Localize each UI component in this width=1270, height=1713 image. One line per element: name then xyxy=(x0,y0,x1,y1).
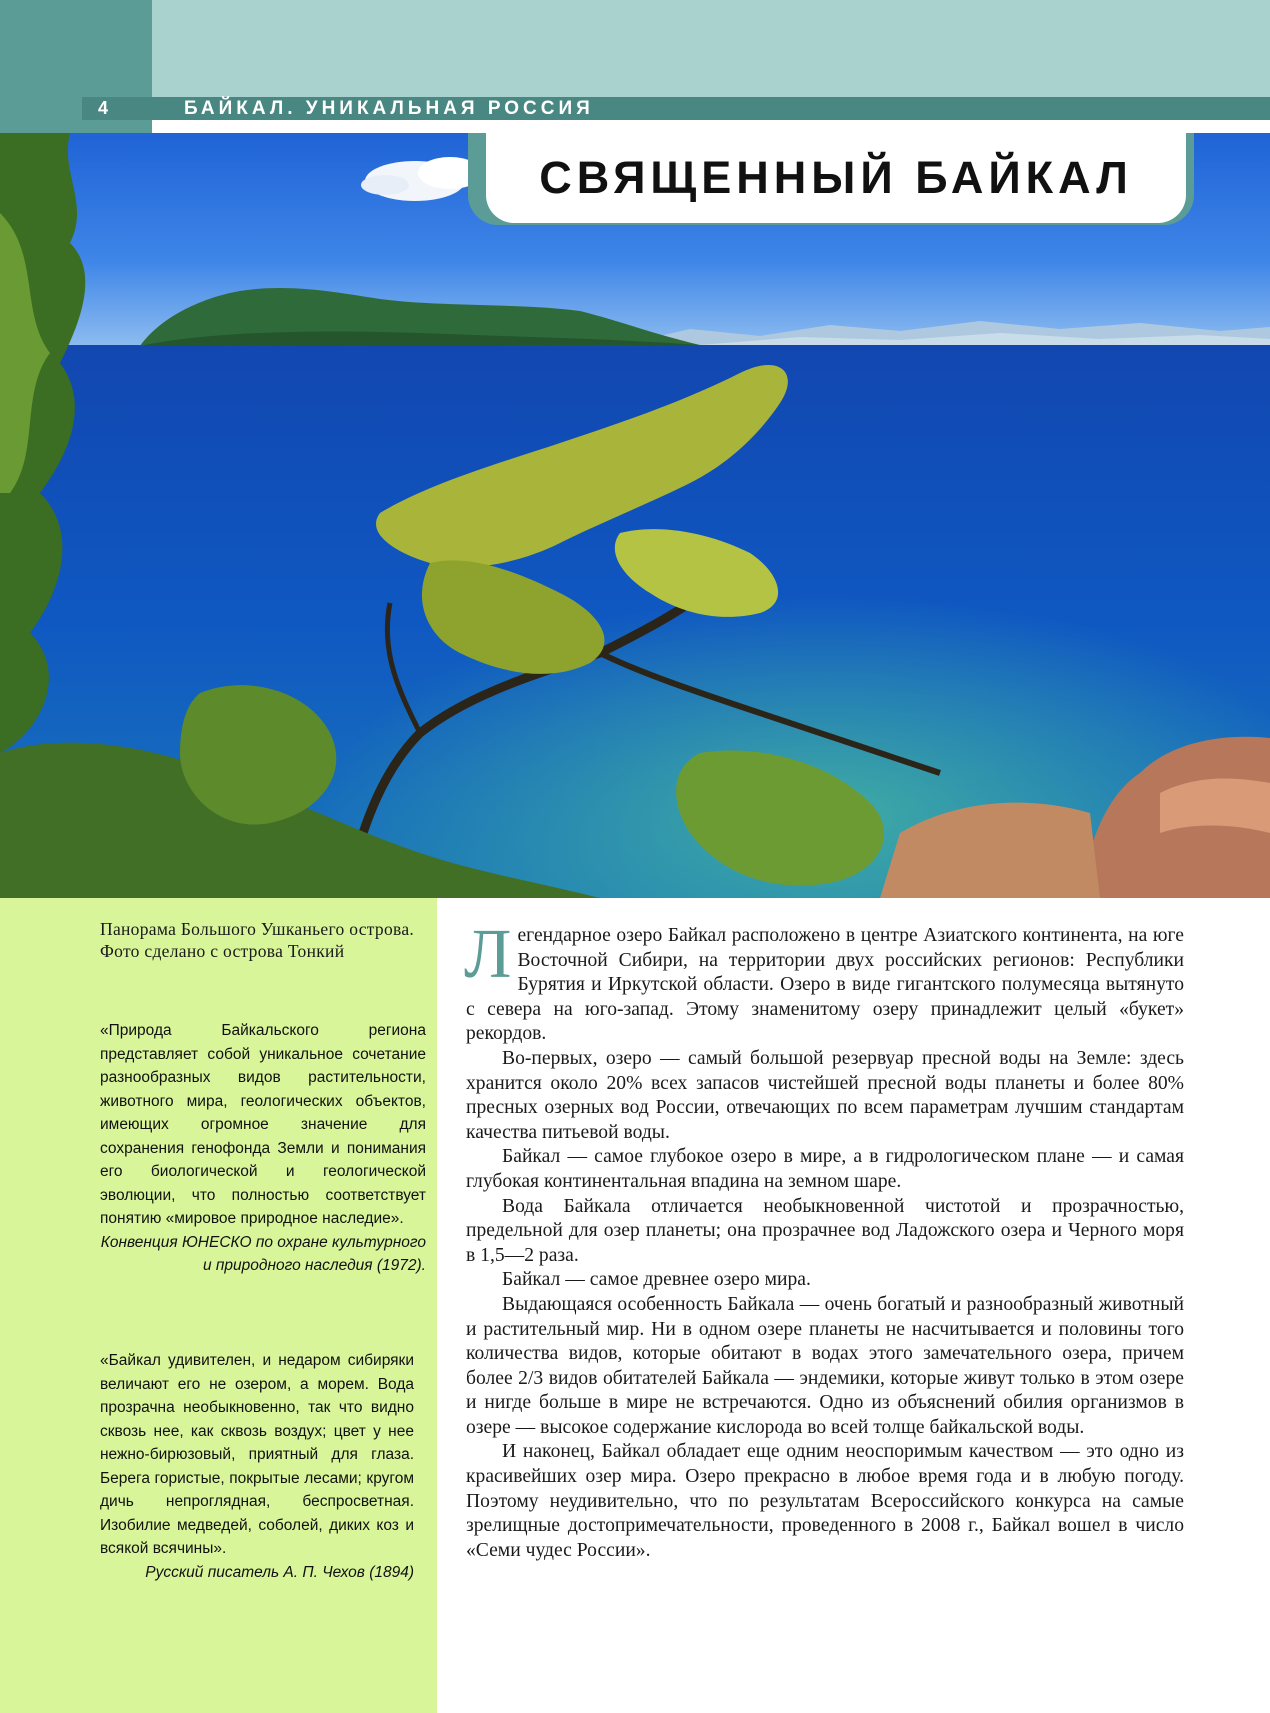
page-title: СВЯЩЕННЫЙ БАЙКАЛ xyxy=(539,152,1133,203)
paragraph-6: Выдающаяся особенность Байкала — очень богатый и разнообразный животный и растительный мир. Ни в одном озере планеты не насчитывается и половины того количества видов, которые обитают в водах этого замечательного озера, причем более 2/3 видов обитателей Байкала — эндемики, которые живут только в этом озере и нигде больше в мире не встречаются. Одно из объяснений обилия организмов в озере — высокое содержание кислорода во всей толще байкальской воды. xyxy=(466,1293,1184,1438)
chekhov-quote xyxy=(100,1349,414,1584)
paragraph-1-text: егендарное озеро Байкал расположено в центре Азиатского континента, на юге Восточной Сибири, на территории двух российских регионов: Республики Бурятия и Иркутской области. Озеро в виде гигантского полумесяца вытянуто с севера на юго-запад. Этому знаменитому озеру принадлежит целый «букет» рекордов. xyxy=(466,925,1184,1045)
unesco-quote xyxy=(100,1019,426,1278)
title-box xyxy=(486,133,1186,223)
paragraph-4: Вода Байкала отличается необыкновенной чистотой и прозрачностью, предельной для озер планеты; она прозрачнее вод Ладожского озера и Черного моря в 1,5—2 раза. xyxy=(466,1195,1184,1266)
main-article xyxy=(464,916,1184,1563)
paragraph-7: И наконец, Байкал обладает еще одним неоспоримым качеством — это одно из красивейших озер мира. Озеро прекрасно в любое время года и в любую погоду. Поэтому неудивительно, что по результатам Всероссийского конкурса на самые зрелищные достопримечательности, проведенного в 2008 г., Байкал вошел в число «Семи чудес России». xyxy=(466,1441,1184,1561)
page-number: 4 xyxy=(98,98,109,118)
chekhov-quote-source: Русский писатель А. П. Чехов (1894) xyxy=(145,1563,414,1581)
lake-landscape-photo xyxy=(0,133,1270,898)
header-band xyxy=(0,0,1270,97)
paragraph-5: Байкал — самое древнее озеро мира. xyxy=(502,1269,811,1291)
chekhov-quote-text: «Байкал удивителен, и недаром сибиряки величают его не озером, а морем. Вода прозрачна необыкновенно, так что видно сквозь нее, как сквозь воздух; цвет у нее нежно-бирюзовый, приятный для глаза. Берега гористые, покрытые лесами; кругом дичь непроглядная, беспросветная. Изобилие медведей, соболей, диких коз и всякой всячины». xyxy=(100,1352,414,1557)
drop-cap: Л xyxy=(464,916,512,993)
unesco-quote-source: Конвенция ЮНЕСКО по охране культурного и природного наследия (1972). xyxy=(100,1233,426,1274)
paragraph-1 xyxy=(464,916,1184,1047)
unesco-quote-text: «Природа Байкальского региона представляет собой уникальное сочетание разнообразных видов растительности, животного мира, геологических объектов, имеющих огромное значение для сохранения генофонда Земли и понимания его биологической и геологической эволюции, что полностью соответствует понятию «мировое природное наследие». xyxy=(100,1022,426,1227)
photo-caption: Панорама Большого Ушканьего острова. Фото сделано с острова Тонкий xyxy=(100,919,415,961)
paragraph-3: Байкал — самое глубокое озеро в мире, а в гидрологическом плане — и самая глубокая континентальная впадина на земном шаре. xyxy=(466,1146,1184,1192)
paragraph-2: Во-первых, озеро — самый большой резервуар пресной воды на Земле: здесь хранится около 20% всех запасов чистейшей пресной воды планеты и более 80% пресных озерных вод России, отвечающих по всем параметрам лучшим стандартам качества питьевой воды. xyxy=(466,1047,1184,1143)
running-title: БАЙКАЛ. УНИКАЛЬНАЯ РОССИЯ xyxy=(184,98,594,119)
